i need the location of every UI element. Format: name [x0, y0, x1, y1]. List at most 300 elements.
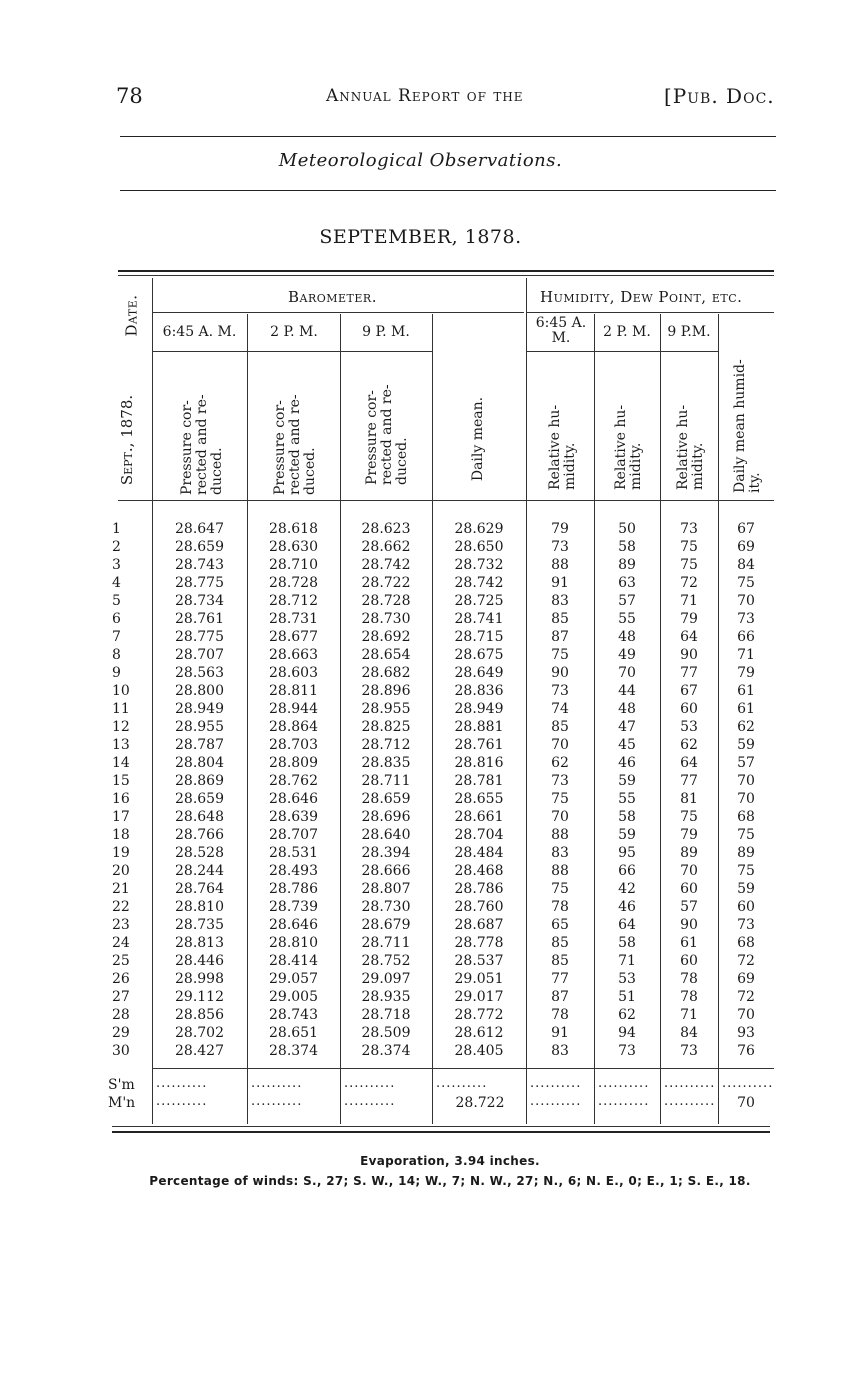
rel-hum-645-cell: 77 [551, 971, 569, 987]
rel-hum-2pm-cell: 55 [618, 611, 636, 627]
daily-mean-pressure-cell: 28.742 [454, 575, 504, 591]
daily-mean-humidity-cell: 89 [737, 845, 755, 861]
time-rule-hum [527, 351, 718, 352]
pub-doc-label: [Pub. Doc. [664, 84, 775, 108]
daily-mean-pressure-header: Daily mean. [470, 396, 486, 482]
rel-hum-2pm-cell: 71 [618, 953, 636, 969]
day-cell: 30 [112, 1043, 130, 1059]
pressure-645-cell: 28.528 [175, 845, 224, 861]
daily-mean-humidity-cell: 69 [737, 971, 755, 987]
sum-dots: .......... [436, 1076, 488, 1091]
pressure-645-cell: 28.702 [175, 1025, 224, 1041]
day-cell: 13 [112, 737, 130, 753]
rel-hum-645-cell: 85 [551, 935, 569, 951]
daily-mean-humidity-cell: 67 [737, 521, 755, 537]
pressure-645-cell: 28.648 [175, 809, 224, 825]
pressure-2pm-cell: 28.603 [269, 665, 318, 681]
rel-hum-645-cell: 91 [551, 575, 569, 591]
time-hum-2pm: 2 P. M. [603, 324, 651, 340]
rel-hum-645-cell: 75 [551, 881, 569, 897]
pressure-9pm-cell: 28.394 [361, 845, 411, 861]
page-number: 78 [116, 84, 143, 108]
daily-mean-pressure-cell: 29.017 [454, 989, 504, 1005]
pressure-9pm-cell: 28.730 [361, 899, 411, 915]
rel-hum-645-cell: 73 [551, 683, 569, 699]
pressure-645-cell: 28.998 [175, 971, 224, 987]
daily-mean-pressure-cell: 28.732 [454, 557, 504, 573]
pressure-9pm-cell: 28.835 [361, 755, 411, 771]
mean-pressure: 28.722 [455, 1095, 505, 1111]
rel-hum-645-cell: 70 [551, 737, 569, 753]
sum-dots: .......... [156, 1076, 208, 1091]
rel-hum-645-cell: 74 [551, 701, 569, 717]
daily-mean-humidity-cell: 68 [737, 935, 755, 951]
daily-mean-humidity-cell: 61 [737, 701, 755, 717]
pressure-9pm-cell: 28.374 [361, 1043, 411, 1059]
daily-mean-humidity-cell: 66 [737, 629, 755, 645]
mean-dots: .......... [598, 1094, 650, 1109]
humidity-sub-rule [527, 312, 774, 313]
daily-mean-pressure-cell: 28.781 [454, 773, 504, 789]
rel-hum-2pm-cell: 42 [618, 881, 636, 897]
day-cell: 26 [112, 971, 130, 987]
rel-hum-2pm-cell: 53 [618, 971, 636, 987]
pressure-645-cell: 28.955 [175, 719, 224, 735]
rel-hum-2pm-cell: 64 [618, 917, 636, 933]
rel-hum-2pm-cell: 94 [618, 1025, 636, 1041]
daily-mean-pressure-cell: 28.405 [454, 1043, 504, 1059]
rel-hum-9pm-cell: 81 [680, 791, 698, 807]
rel-hum-9pm-cell: 89 [680, 845, 698, 861]
daily-mean-humidity-cell: 72 [737, 989, 755, 1005]
rel-hum-9pm-cell: 61 [680, 935, 698, 951]
pressure-2pm-cell: 28.677 [269, 629, 318, 645]
pressure-9pm-header: Pressure cor- rected and re- duced. [364, 384, 410, 485]
rel-hum-2pm-cell: 47 [618, 719, 636, 735]
pressure-645-cell: 28.659 [175, 539, 224, 555]
rel-hum-9pm-cell: 73 [680, 521, 698, 537]
pressure-645-cell: 28.787 [175, 737, 224, 753]
daily-mean-pressure-cell: 28.650 [454, 539, 504, 555]
day-cell: 5 [112, 593, 121, 609]
time-hum-9pm: 9 P.M. [667, 324, 711, 340]
pressure-9pm-cell: 28.742 [361, 557, 411, 573]
time-bar-2pm: 2 P. M. [270, 324, 318, 340]
pressure-9pm-cell: 28.825 [361, 719, 411, 735]
day-cell: 27 [112, 989, 130, 1005]
rel-hum-9pm-cell: 75 [680, 539, 698, 555]
daily-mean-pressure-cell: 28.760 [454, 899, 504, 915]
daily-mean-pressure-cell: 28.612 [454, 1025, 504, 1041]
daily-mean-humidity-header: Daily mean humid- ity. [732, 359, 763, 493]
rel-hum-9pm-cell: 79 [680, 611, 698, 627]
rel-hum-9pm-cell: 64 [680, 629, 698, 645]
day-cell: 6 [112, 611, 121, 627]
table-bottom-rule-thick [112, 1131, 770, 1133]
daily-mean-humidity-cell: 69 [737, 539, 755, 555]
pressure-2pm-cell: 28.743 [269, 1007, 318, 1023]
pressure-9pm-cell: 28.654 [361, 647, 411, 663]
daily-mean-pressure-cell: 28.816 [454, 755, 504, 771]
daily-mean-humidity-cell: 70 [737, 593, 755, 609]
daily-mean-humidity-cell: 70 [737, 791, 755, 807]
pressure-9pm-cell: 28.728 [361, 593, 411, 609]
rel-hum-2pm-cell: 59 [618, 827, 636, 843]
pressure-645-cell: 28.856 [175, 1007, 224, 1023]
evaporation-note: Evaporation, 3.94 inches. [360, 1154, 540, 1168]
rel-hum-9pm-cell: 73 [680, 1043, 698, 1059]
daily-mean-pressure-cell: 28.704 [454, 827, 504, 843]
pressure-2pm-cell: 29.057 [269, 971, 318, 987]
pressure-9pm-cell: 28.711 [361, 935, 411, 951]
pressure-2pm-cell: 28.710 [269, 557, 318, 573]
pressure-9pm-cell: 28.752 [361, 953, 411, 969]
pressure-2pm-cell: 29.005 [269, 989, 318, 1005]
pressure-645-cell: 28.800 [175, 683, 224, 699]
mean-dots: .......... [344, 1094, 396, 1109]
pressure-2pm-cell: 28.739 [269, 899, 318, 915]
mean-label: M'n [108, 1095, 136, 1111]
pressure-645-cell: 28.761 [175, 611, 224, 627]
day-cell: 7 [112, 629, 121, 645]
sept-1878-header: Sept., 1878. [118, 394, 136, 486]
day-cell: 20 [112, 863, 130, 879]
daily-mean-pressure-cell: 28.715 [454, 629, 504, 645]
rel-hum-645-cell: 65 [551, 917, 569, 933]
rel-hum-9pm-cell: 77 [680, 773, 698, 789]
pressure-9pm-cell: 28.935 [361, 989, 411, 1005]
daily-mean-humidity-cell: 61 [737, 683, 755, 699]
rel-hum-2pm-cell: 50 [618, 521, 636, 537]
daily-mean-pressure-cell: 28.761 [454, 737, 504, 753]
date-group-header: Date. [122, 294, 141, 337]
rel-hum-9pm-cell: 90 [680, 647, 698, 663]
sum-dots: .......... [530, 1076, 582, 1091]
pressure-645-cell: 28.804 [175, 755, 224, 771]
section-subtitle: Meteorological Observations. [278, 150, 563, 171]
daily-mean-pressure-cell: 28.725 [454, 593, 504, 609]
pressure-9pm-cell: 28.659 [361, 791, 411, 807]
pressure-645-cell: 28.766 [175, 827, 224, 843]
daily-mean-humidity-cell: 75 [737, 863, 755, 879]
rel-hum-9pm-cell: 60 [680, 881, 698, 897]
pressure-645-cell: 28.446 [175, 953, 224, 969]
rule-under-subtitle [120, 190, 776, 191]
pressure-2pm-cell: 28.630 [269, 539, 318, 555]
day-cell: 10 [112, 683, 130, 699]
rel-hum-2pm-cell: 59 [618, 773, 636, 789]
rel-hum-2pm-cell: 62 [618, 1007, 636, 1023]
rel-hum-645-cell: 75 [551, 647, 569, 663]
rel-hum-9pm-cell: 77 [680, 665, 698, 681]
pressure-2pm-cell: 28.493 [269, 863, 318, 879]
rel-hum-645-cell: 73 [551, 773, 569, 789]
day-cell: 9 [112, 665, 121, 681]
pressure-9pm-cell: 28.807 [361, 881, 411, 897]
daily-mean-pressure-cell: 28.949 [454, 701, 504, 717]
rule-top [120, 136, 776, 137]
barometer-header: Barometer. [288, 288, 377, 306]
daily-mean-pressure-cell: 28.468 [454, 863, 504, 879]
pressure-645-cell: 28.563 [175, 665, 224, 681]
pressure-9pm-cell: 28.711 [361, 773, 411, 789]
rel-hum-645-cell: 83 [551, 1043, 569, 1059]
barometer-sub-rule [152, 312, 524, 313]
rel-hum-9pm-cell: 90 [680, 917, 698, 933]
pressure-2pm-cell: 28.707 [269, 827, 318, 843]
daily-mean-pressure-cell: 28.661 [454, 809, 504, 825]
rel-hum-2pm-cell: 46 [618, 899, 636, 915]
pressure-2pm-cell: 28.811 [269, 683, 318, 699]
rel-hum-645-cell: 83 [551, 593, 569, 609]
rel-hum-645-cell: 88 [551, 863, 569, 879]
pressure-645-cell: 28.869 [175, 773, 224, 789]
pressure-9pm-cell: 28.662 [361, 539, 411, 555]
daily-mean-humidity-cell: 70 [737, 773, 755, 789]
pressure-645-cell: 28.775 [175, 629, 224, 645]
pressure-9pm-cell: 28.509 [361, 1025, 411, 1041]
pressure-645-cell: 28.949 [175, 701, 224, 717]
rel-hum-2pm-cell: 57 [618, 593, 636, 609]
sum-dots: .......... [664, 1076, 716, 1091]
rel-hum-9pm-cell: 60 [680, 953, 698, 969]
time-bar-9pm: 9 P. M. [362, 324, 410, 340]
daily-mean-humidity-cell: 68 [737, 809, 755, 825]
day-cell: 17 [112, 809, 130, 825]
pressure-9pm-cell: 28.692 [361, 629, 411, 645]
daily-mean-pressure-cell: 28.484 [454, 845, 504, 861]
rel-hum-645-cell: 78 [551, 1007, 569, 1023]
daily-mean-humidity-cell: 79 [737, 665, 755, 681]
mean-humidity: 70 [737, 1095, 755, 1111]
day-cell: 3 [112, 557, 121, 573]
day-cell: 14 [112, 755, 130, 771]
pressure-2pm-cell: 28.374 [269, 1043, 318, 1059]
sum-dots: .......... [722, 1076, 774, 1091]
pressure-9pm-cell: 28.623 [361, 521, 411, 537]
sum-dots: .......... [598, 1076, 650, 1091]
daily-mean-pressure-cell: 28.881 [454, 719, 504, 735]
rel-hum-9pm-cell: 75 [680, 557, 698, 573]
rel-hum-9pm-cell: 70 [680, 863, 698, 879]
daily-mean-pressure-cell: 28.778 [454, 935, 504, 951]
daily-mean-pressure-cell: 28.687 [454, 917, 504, 933]
mean-dots: .......... [664, 1094, 716, 1109]
rel-hum-645-cell: 70 [551, 809, 569, 825]
mean-dots: .......... [530, 1094, 582, 1109]
daily-mean-pressure-cell: 29.051 [454, 971, 504, 987]
daily-mean-pressure-cell: 28.655 [454, 791, 504, 807]
rel-hum-645-cell: 87 [551, 629, 569, 645]
summary-rule [152, 1068, 774, 1069]
rel-hum-9pm-cell: 84 [680, 1025, 698, 1041]
rel-hum-645-cell: 62 [551, 755, 569, 771]
pressure-645-cell: 28.743 [175, 557, 224, 573]
rel-hum-9pm-cell: 64 [680, 755, 698, 771]
daily-mean-pressure-cell: 28.786 [454, 881, 504, 897]
pressure-2pm-cell: 28.414 [269, 953, 318, 969]
rel-hum-9pm-cell: 72 [680, 575, 698, 591]
sum-dots: .......... [251, 1076, 303, 1091]
pressure-2pm-cell: 28.728 [269, 575, 318, 591]
rel-hum-2pm-cell: 44 [618, 683, 636, 699]
table-top-rule-thin [118, 275, 774, 276]
table-bottom-rule [112, 1126, 770, 1127]
pressure-645-cell: 28.813 [175, 935, 224, 951]
rel-hum-645-header: Relative hu- midity. [547, 404, 578, 490]
pressure-9pm-cell: 28.896 [361, 683, 411, 699]
daily-mean-pressure-cell: 28.741 [454, 611, 504, 627]
pressure-2pm-header: Pressure cor- rected and re- duced. [272, 394, 318, 495]
daily-mean-humidity-cell: 84 [737, 557, 755, 573]
rel-hum-645-cell: 78 [551, 899, 569, 915]
day-cell: 19 [112, 845, 130, 861]
pressure-645-cell: 28.244 [175, 863, 224, 879]
rel-hum-645-cell: 79 [551, 521, 569, 537]
day-cell: 4 [112, 575, 121, 591]
rel-hum-9pm-cell: 57 [680, 899, 698, 915]
day-cell: 21 [112, 881, 130, 897]
rel-hum-2pm-cell: 55 [618, 791, 636, 807]
pressure-9pm-cell: 28.666 [361, 863, 411, 879]
rel-hum-2pm-cell: 70 [618, 665, 636, 681]
day-cell: 18 [112, 827, 130, 843]
daily-mean-humidity-cell: 75 [737, 575, 755, 591]
daily-mean-humidity-cell: 59 [737, 881, 755, 897]
rel-hum-645-cell: 87 [551, 989, 569, 1005]
pressure-645-cell: 28.764 [175, 881, 224, 897]
pressure-2pm-cell: 28.618 [269, 521, 318, 537]
pressure-2pm-cell: 28.944 [269, 701, 318, 717]
daily-mean-humidity-cell: 57 [737, 755, 755, 771]
rel-hum-2pm-cell: 48 [618, 701, 636, 717]
rel-hum-2pm-cell: 63 [618, 575, 636, 591]
pressure-2pm-cell: 28.731 [269, 611, 318, 627]
day-cell: 8 [112, 647, 121, 663]
pressure-645-cell: 28.707 [175, 647, 224, 663]
pressure-2pm-cell: 28.646 [269, 791, 318, 807]
rel-hum-645-cell: 88 [551, 557, 569, 573]
header-bottom-rule [118, 500, 774, 501]
winds-note: Percentage of winds: S., 27; S. W., 14; W., 7; N. W., 27; N., 6; N. E., 0; E., 1; S. E., 18. [149, 1174, 751, 1188]
pressure-9pm-cell: 28.722 [361, 575, 411, 591]
table-top-rule [118, 270, 774, 272]
rel-hum-9pm-cell: 67 [680, 683, 698, 699]
pressure-645-cell: 28.775 [175, 575, 224, 591]
rel-hum-645-cell: 83 [551, 845, 569, 861]
rel-hum-2pm-cell: 73 [618, 1043, 636, 1059]
pressure-2pm-cell: 28.663 [269, 647, 318, 663]
pressure-9pm-cell: 28.955 [361, 701, 411, 717]
day-cell: 25 [112, 953, 130, 969]
time-bar-645: 6:45 A. M. [162, 324, 237, 340]
pressure-645-header: Pressure cor- rected and re- duced. [179, 394, 225, 495]
rel-hum-2pm-cell: 58 [618, 539, 636, 555]
rel-hum-2pm-cell: 95 [618, 845, 636, 861]
pressure-645-cell: 28.659 [175, 791, 224, 807]
pressure-9pm-cell: 28.730 [361, 611, 411, 627]
rel-hum-9pm-cell: 78 [680, 971, 698, 987]
rel-hum-9pm-cell: 75 [680, 809, 698, 825]
rel-hum-645-cell: 85 [551, 953, 569, 969]
day-cell: 15 [112, 773, 130, 789]
humidity-header: Humidity, Dew Point, etc. [540, 288, 743, 306]
day-cell: 2 [112, 539, 121, 555]
day-cell: 24 [112, 935, 130, 951]
sum-dots: .......... [344, 1076, 396, 1091]
rel-hum-645-cell: 73 [551, 539, 569, 555]
daily-mean-humidity-cell: 75 [737, 827, 755, 843]
pressure-9pm-cell: 28.679 [361, 917, 411, 933]
daily-mean-humidity-cell: 62 [737, 719, 755, 735]
daily-mean-humidity-cell: 71 [737, 647, 755, 663]
rel-hum-2pm-cell: 49 [618, 647, 636, 663]
rel-hum-645-cell: 75 [551, 791, 569, 807]
daily-mean-pressure-cell: 28.772 [454, 1007, 504, 1023]
daily-mean-humidity-cell: 93 [737, 1025, 755, 1041]
rel-hum-9pm-cell: 71 [680, 593, 698, 609]
daily-mean-pressure-cell: 28.537 [454, 953, 504, 969]
daily-mean-humidity-cell: 73 [737, 917, 755, 933]
day-cell: 28 [112, 1007, 130, 1023]
pressure-2pm-cell: 28.639 [269, 809, 318, 825]
rel-hum-645-cell: 88 [551, 827, 569, 843]
daily-mean-humidity-cell: 60 [737, 899, 755, 915]
rel-hum-2pm-cell: 46 [618, 755, 636, 771]
pressure-2pm-cell: 28.810 [269, 935, 318, 951]
pressure-645-cell: 28.647 [175, 521, 224, 537]
pressure-2pm-cell: 28.864 [269, 719, 318, 735]
daily-mean-humidity-cell: 70 [737, 1007, 755, 1023]
rel-hum-2pm-cell: 66 [618, 863, 636, 879]
daily-mean-pressure-cell: 28.649 [454, 665, 504, 681]
rel-hum-2pm-cell: 45 [618, 737, 636, 753]
mean-dots: .......... [156, 1094, 208, 1109]
pressure-645-cell: 28.735 [175, 917, 224, 933]
rel-hum-9pm-cell: 53 [680, 719, 698, 735]
pressure-2pm-cell: 28.703 [269, 737, 318, 753]
pressure-2pm-cell: 28.646 [269, 917, 318, 933]
day-cell: 12 [112, 719, 130, 735]
pressure-645-cell: 28.810 [175, 899, 224, 915]
month-title: SEPTEMBER, 1878. [319, 226, 522, 248]
rel-hum-645-cell: 90 [551, 665, 569, 681]
time-hum-645: 6:45 A. M. [535, 315, 587, 346]
rel-hum-9pm-cell: 79 [680, 827, 698, 843]
pressure-9pm-cell: 28.712 [361, 737, 411, 753]
pressure-2pm-cell: 28.762 [269, 773, 318, 789]
mean-dots: .......... [251, 1094, 303, 1109]
rel-hum-645-cell: 91 [551, 1025, 569, 1041]
pressure-645-cell: 28.427 [175, 1043, 224, 1059]
rel-hum-2pm-cell: 89 [618, 557, 636, 573]
running-head: Annual Report of the [326, 86, 524, 106]
daily-mean-humidity-cell: 59 [737, 737, 755, 753]
day-cell: 22 [112, 899, 130, 915]
pressure-9pm-cell: 28.682 [361, 665, 411, 681]
rel-hum-9pm-header: Relative hu- midity. [675, 404, 706, 490]
pressure-9pm-cell: 28.718 [361, 1007, 411, 1023]
pressure-2pm-cell: 28.531 [269, 845, 318, 861]
daily-mean-humidity-cell: 72 [737, 953, 755, 969]
sum-label: S'm [108, 1077, 135, 1093]
daily-mean-humidity-cell: 76 [737, 1043, 755, 1059]
rel-hum-2pm-cell: 58 [618, 935, 636, 951]
pressure-2pm-cell: 28.712 [269, 593, 318, 609]
pressure-645-cell: 29.112 [175, 989, 224, 1005]
rel-hum-9pm-cell: 78 [680, 989, 698, 1005]
daily-mean-pressure-cell: 28.629 [454, 521, 504, 537]
